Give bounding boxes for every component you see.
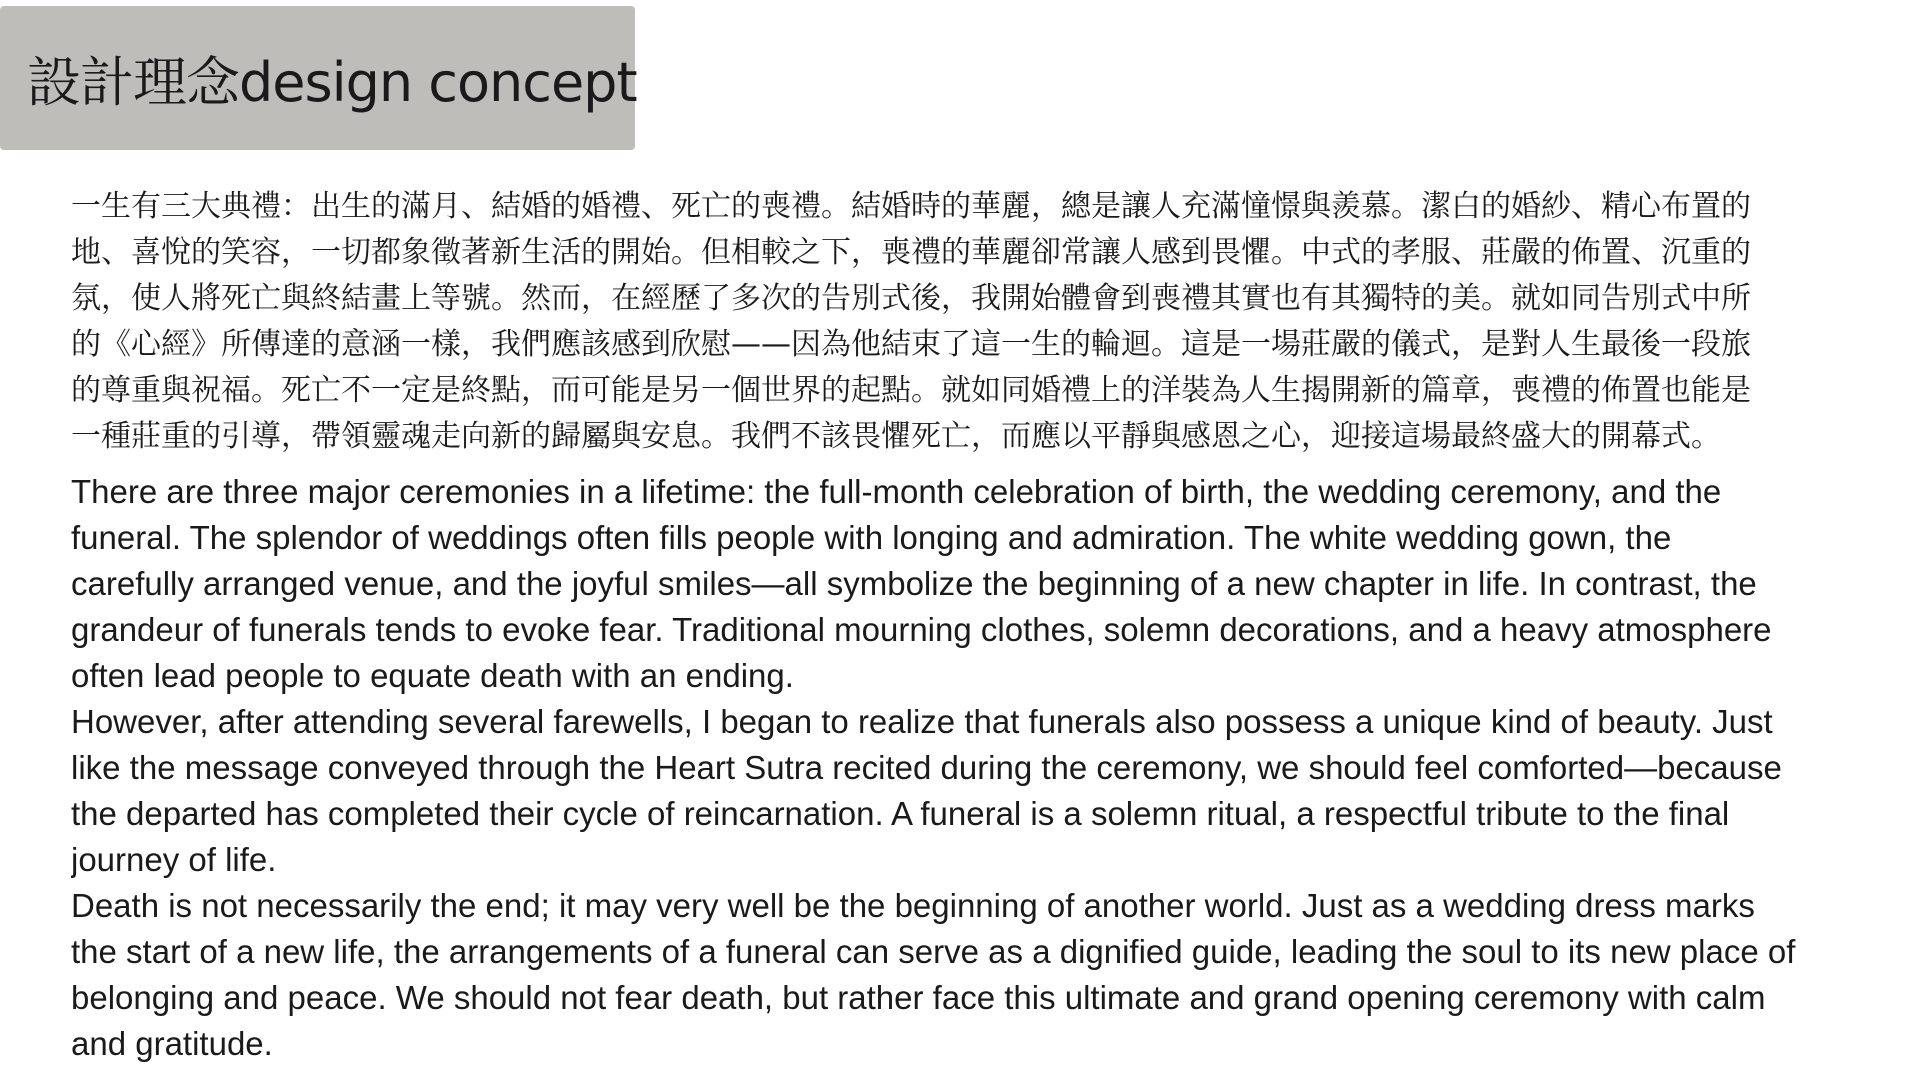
english-text-line: Death is not necessarily the end; it may very well be the beginning of another world. Just as a wedding dress marks xyxy=(71,887,1755,924)
english-text-line: like the message conveyed through the Heart Sutra recited during the ceremony, we should feel comforted—because xyxy=(71,749,1782,786)
english-text-line: often lead people to equate death with an ending. xyxy=(71,657,794,694)
chinese-text-line: 的《心經》所傳達的意涵一樣，我們應該感到欣慰——因為他結束了這一生的輪迴。這是一場莊嚴的儀式，是對人生最後一段旅 xyxy=(71,327,1751,362)
chinese-text-line: 的尊重與祝福。死亡不一定是終點，而可能是另一個世界的起點。就如同婚禮上的洋裝為人生揭開新的篇章，喪禮的佈置也能是 xyxy=(71,373,1751,408)
chinese-text-line: 一種莊重的引導，帶領靈魂走向新的歸屬與安息。我們不該畏懼死亡，而應以平靜與感恩之心，迎接這場最終盛大的開幕式。 xyxy=(71,419,1721,454)
english-text-line: and gratitude. xyxy=(71,1025,273,1062)
english-text-line: funeral. The splendor of weddings often fills people with longing and admiration. The white wedding gown, the xyxy=(71,519,1672,556)
english-text-line: carefully arranged venue, and the joyful smiles—all symbolize the beginning of a new chapter in life. In contrast, the xyxy=(71,565,1757,602)
english-text-line: journey of life. xyxy=(71,841,277,878)
page-title: 設計理念design concept xyxy=(27,50,637,114)
title-banner xyxy=(0,6,635,150)
chinese-text-line: 地、喜悅的笑容，一切都象徵著新生活的開始。但相較之下，喪禮的華麗卻常讓人感到畏懼。中式的孝服、莊嚴的佈置、沉重的 xyxy=(71,235,1751,270)
english-paragraph xyxy=(71,469,1920,1067)
chinese-text-line: 一生有三大典禮：出生的滿月、結婚的婚禮、死亡的喪禮。結婚時的華麗，總是讓人充滿憧憬與羨慕。潔白的婚紗、精心布置的 xyxy=(71,189,1751,224)
english-text-line: However, after attending several farewells, I began to realize that funerals also possess a unique kind of beauty. Just xyxy=(71,703,1773,740)
chinese-paragraph xyxy=(71,184,1920,460)
english-text-line: the start of a new life, the arrangements of a funeral can serve as a dignified guide, leading the soul to its new place of xyxy=(71,933,1796,970)
chinese-text-line: 氛，使人將死亡與終結畫上等號。然而，在經歷了多次的告別式後，我開始體會到喪禮其實也有其獨特的美。就如同告別式中所 xyxy=(71,281,1751,316)
english-text-line: the departed has completed their cycle of reincarnation. A funeral is a solemn ritual, a respectful tribute to the final xyxy=(71,795,1730,832)
english-text-line: grandeur of funerals tends to evoke fear. Traditional mourning clothes, solemn decorations, and a heavy atmosphere xyxy=(71,611,1772,648)
english-text-line: There are three major ceremonies in a lifetime: the full-month celebration of birth, the wedding ceremony, and the xyxy=(71,473,1722,510)
english-text-line: belonging and peace. We should not fear death, but rather face this ultimate and grand opening ceremony with calm xyxy=(71,979,1766,1016)
